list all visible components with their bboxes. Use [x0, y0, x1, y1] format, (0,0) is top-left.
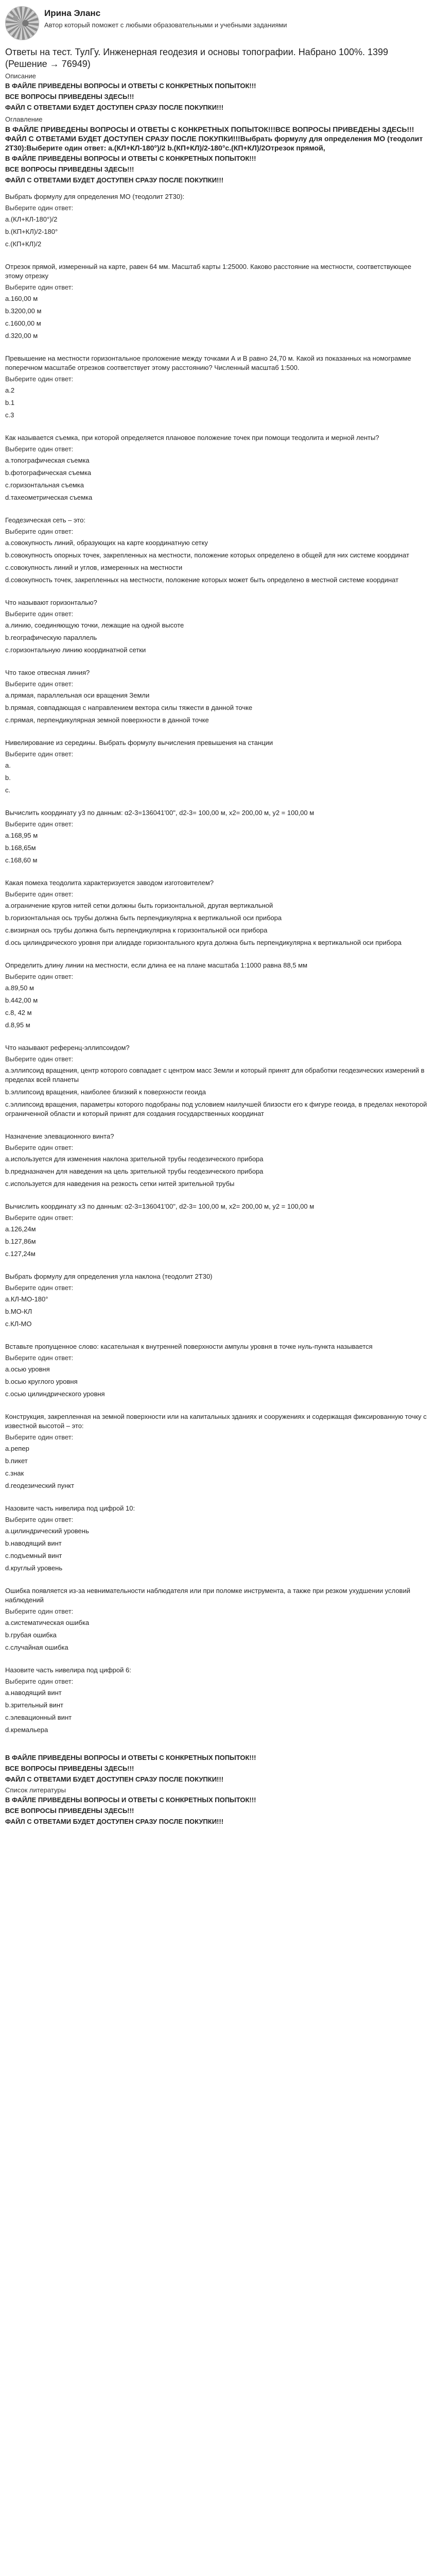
question-text: Геодезическая сеть – это: [5, 516, 85, 524]
author-description: Автор который поможет с любыми образовательными и учебными заданиями [44, 21, 287, 29]
answer-option: c.используется для наведения на резкость сетки нитей зрительной трубы [5, 1180, 235, 1188]
question-text: Вычислить координату y3 по данным: α2-3=136041'00", d2-3= 100,00 м, x2= 200,00 м, y2 = 100,00 м [5, 809, 315, 817]
question-hint: Выберите один ответ: [5, 1677, 74, 1685]
question-block [5, 192, 431, 249]
question-hint: Выберите один ответ: [5, 1144, 74, 1151]
question-block [5, 1342, 431, 1399]
answer-option: d.8,95 м [5, 1021, 30, 1029]
answer-option: a.прямая, параллельная оси вращения Земли [5, 691, 150, 699]
answer-option: c.совокупность линий и углов, измеренных на местности [5, 564, 183, 571]
question-hint: Выберите один ответ: [5, 820, 74, 828]
answer-option: a.89,50 м [5, 984, 34, 992]
answer-option: a.совокупность линий, образующих на карте координатную сетку [5, 539, 208, 547]
question-block [5, 1666, 431, 1735]
question-hint: Выберите один ответ: [5, 375, 74, 383]
question-block [5, 354, 431, 420]
question-block [5, 1202, 431, 1259]
answer-option: c.3 [5, 411, 14, 419]
answer-option: c.случайная ошибка [5, 1643, 68, 1651]
page-title: Ответы на тест. ТулГу. Инженерная геодезия и основы топографии. Набрано 100%. 1399 (Решение → 76949) [5, 47, 389, 69]
question-hint: Выберите один ответ: [5, 1214, 74, 1222]
answer-option: b.168,65м [5, 844, 36, 852]
answer-option: c.прямая, перпендикулярная земной поверхности в данной точке [5, 716, 209, 724]
question-block [5, 1272, 431, 1329]
question-hint: Выберите один ответ: [5, 528, 74, 535]
answer-option: c.эллипсоид вращения, параметры которого подобраны под условием наилучшей близости его к фигуре геоида, в пределах некоторой ограниченной области и который принят для создания государственных координат [5, 1100, 427, 1117]
question-text: Назовите часть нивелира под цифрой 10: [5, 1504, 135, 1512]
answer-option: a.линию, соединяющую точки, лежащие на одной высоте [5, 621, 184, 629]
answer-option: d.тахеометрическая съемка [5, 494, 93, 501]
promo-line-2: ВСЕ ВОПРОСЫ ПРИВЕДЕНЫ ЗДЕСЬ!!! [5, 93, 134, 100]
answer-option: c.знак [5, 1469, 24, 1477]
question-text: Ошибка появляется из-за невнимательности наблюдателя или при поломке инструмента, а также при резком ухудшении условий наблюдений [5, 1587, 410, 1604]
question-block [5, 1586, 431, 1652]
answer-option: a.эллипсоид вращения, центр которого совпадает с центром масс Земли и который принят для обработки геодезических измерений в пределах всей планеты [5, 1066, 425, 1083]
footer-line-2: ВСЕ ВОПРОСЫ ПРИВЕДЕНЫ ЗДЕСЬ!!! [5, 1765, 134, 1772]
answer-option: b.442,00 м [5, 996, 38, 1004]
question-hint: Выберите один ответ: [5, 680, 74, 688]
question-hint: Выберите один ответ: [5, 1516, 74, 1523]
promo-line-3: ФАЙЛ С ОТВЕТАМИ БУДЕТ ДОСТУПЕН СРАЗУ ПОСЛЕ ПОКУПКИ!!! [5, 104, 224, 111]
question-text: Превышение на местности горизонтальное проложение между точками А и В равно 24,70 м. Какой из показанных на номограмме поперечном масштабе отрезков соответствует этому расстоянию? Численный масштаб 1:500. [5, 354, 411, 371]
toc-tail-2: ВСЕ ВОПРОСЫ ПРИВЕДЕНЫ ЗДЕСЬ!!! [5, 165, 134, 173]
author-name[interactable]: Ирина Эланс [44, 8, 101, 18]
answer-option: a.160,00 м [5, 295, 38, 302]
toc-text: В ФАЙЛЕ ПРИВЕДЕНЫ ВОПРОСЫ И ОТВЕТЫ С КОНКРЕТНЫХ ПОПЫТОК!!!ВСЕ ВОПРОСЫ ПРИВЕДЕНЫ ЗДЕСЬ!!!ФАЙЛ С ОТВЕТАМИ БУДЕТ ДОСТУПЕН СРАЗУ ПОСЛЕ ПОКУПКИ!!!Выбрать формулу для определения МО (теодолит 2Т30):Выберите один ответ: a.(КЛ+КЛ-180°)/2 b.(КП+КЛ)/2-180°c.(КП+КЛ)/2Отрезок прямой, [5, 125, 423, 152]
answer-option: a.126,24м [5, 1225, 36, 1233]
question-text: Что называют референц-эллипсоидом? [5, 1044, 130, 1052]
question-block [5, 668, 431, 725]
answer-option: b.наводящий винт [5, 1539, 62, 1547]
question-block [5, 1043, 431, 1118]
toc-tail-1: В ФАЙЛЕ ПРИВЕДЕНЫ ВОПРОСЫ И ОТВЕТЫ С КОНКРЕТНЫХ ПОПЫТОК!!! [5, 155, 256, 162]
question-hint: Выберите один ответ: [5, 445, 74, 453]
answer-option: b.географическую параллель [5, 634, 97, 641]
answer-option: c.КЛ-МО [5, 1320, 32, 1328]
answer-option: a. [5, 761, 11, 769]
answer-option: b.предназначен для наведения на цель зрительной трубы геодезического прибора [5, 1167, 264, 1175]
answer-option: c.осью цилиндрического уровня [5, 1390, 105, 1398]
answer-option: d.320,00 м [5, 332, 38, 340]
question-hint: Выберите один ответ: [5, 890, 74, 898]
answer-option: b.фотографическая съемка [5, 469, 92, 477]
answer-option: c.8, 42 м [5, 1009, 32, 1016]
question-text: Определить длину линии на местности, если длина ее на плане масштаба 1:1000 равна 88,5 мм [5, 961, 308, 969]
answer-option: c.горизонтальная съемка [5, 481, 84, 489]
answer-option: c.подъемный винт [5, 1552, 62, 1560]
footer [5, 1753, 431, 1826]
question-hint: Выберите один ответ: [5, 1284, 74, 1292]
question-block [5, 1132, 431, 1189]
author-card [5, 6, 431, 40]
answer-option: b.3200,00 м [5, 307, 42, 315]
answer-option: d.совокупность точек, закрепленных на местности, положение которых может быть определено в местной системе координат [5, 576, 399, 584]
question-text: Нивелирование из середины. Выбрать формулу вычисления превышения на станции [5, 739, 273, 747]
question-hint: Выберите один ответ: [5, 204, 74, 212]
author-info [44, 6, 287, 30]
answer-option: a.топографическая съемка [5, 456, 90, 464]
question-text: Назовите часть нивелира под цифрой 6: [5, 1666, 131, 1674]
question-hint: Выберите один ответ: [5, 1433, 74, 1441]
question-text: Вычислить координату x3 по данным: α2-3=136041'00", d2-3= 100,00 м, x2= 200,00 м, y2 = 100,00 м [5, 1202, 315, 1210]
question-hint: Выберите один ответ: [5, 283, 74, 291]
answer-option: a.используется для изменения наклона зрительной трубы геодезического прибора [5, 1155, 264, 1163]
answer-option: b.пикет [5, 1457, 28, 1465]
toc-label: Оглавление [5, 115, 43, 123]
answer-option: a.2 [5, 386, 15, 394]
question-text: Выбрать формулу для определения угла наклона (теодолит 2Т30) [5, 1273, 213, 1280]
bibliography-label: Список литературы [5, 1786, 66, 1794]
question-text: Вставьте пропущенное слово: касательная к внутренней поверхности ампулы уровня в точке нуль-пункта называется [5, 1343, 373, 1350]
question-hint: Выберите один ответ: [5, 610, 74, 618]
answer-option: b. [5, 774, 11, 782]
question-hint: Выберите один ответ: [5, 1055, 74, 1063]
answer-option: b.127,86м [5, 1238, 36, 1245]
answer-option: c.(КП+КЛ)/2 [5, 240, 42, 248]
footer-line-6: ФАЙЛ С ОТВЕТАМИ БУДЕТ ДОСТУПЕН СРАЗУ ПОСЛЕ ПОКУПКИ!!! [5, 1818, 224, 1825]
answer-option: b.горизонтальная ось трубы должна быть перпендикулярна к вертикальной оси прибора [5, 914, 282, 922]
question-text: Что называют горизонталью? [5, 599, 97, 606]
toc-tail-3: ФАЙЛ С ОТВЕТАМИ БУДЕТ ДОСТУПЕН СРАЗУ ПОСЛЕ ПОКУПКИ!!! [5, 176, 224, 184]
answer-option: d.круглый уровень [5, 1564, 63, 1572]
answer-option: d.кремальера [5, 1726, 48, 1734]
promo-line-1: В ФАЙЛЕ ПРИВЕДЕНЫ ВОПРОСЫ И ОТВЕТЫ С КОНКРЕТНЫХ ПОПЫТОК!!! [5, 82, 256, 90]
answer-option: b.совокупность опорных точек, закрепленных на местности, положение которых определено в общей для них системе координат [5, 551, 409, 559]
footer-line-1: В ФАЙЛЕ ПРИВЕДЕНЫ ВОПРОСЫ И ОТВЕТЫ С КОНКРЕТНЫХ ПОПЫТОК!!! [5, 1754, 256, 1761]
answer-option: a.ограничение кругов нитей сетки должны быть горизонтальной, другая вертикальной [5, 902, 273, 909]
answer-option: b.(КП+КЛ)/2-180° [5, 228, 58, 235]
question-text: Отрезок прямой, измеренный на карте, равен 64 мм. Масштаб карты 1:25000. Каково расстояние на местности, соответствующее этому отрезку [5, 263, 411, 280]
answer-option: c.горизонтальную линию координатной сетки [5, 646, 146, 654]
answer-option: a.репер [5, 1445, 29, 1452]
answer-option: b.эллипсоид вращения, наиболее близкий к поверхности геоида [5, 1088, 206, 1096]
question-hint: Выберите один ответ: [5, 1607, 74, 1615]
answer-option: a.КЛ-МО-180° [5, 1295, 48, 1303]
question-block [5, 598, 431, 655]
answer-option: c.элевационный винт [5, 1714, 72, 1721]
question-text: Конструкция, закрепленная на земной поверхности или на капитальных зданиях и сооружениях и содержащая фиксированную точку с известной высотой – это: [5, 1413, 427, 1430]
answer-option: b.прямая, совпадающая с направлением вектора силы тяжести в данной точке [5, 704, 253, 711]
question-text: Что такое отвесная линия? [5, 669, 90, 676]
avatar[interactable] [5, 6, 39, 40]
question-text: Назначение элевационного винта? [5, 1132, 114, 1140]
footer-line-4: В ФАЙЛЕ ПРИВЕДЕНЫ ВОПРОСЫ И ОТВЕТЫ С КОНКРЕТНЫХ ПОПЫТОК!!! [5, 1796, 256, 1804]
answer-option: b.грубая ошибка [5, 1631, 57, 1639]
question-block [5, 738, 431, 795]
answer-option: c.127,24м [5, 1250, 36, 1258]
questions-list [5, 192, 431, 1735]
question-block [5, 1412, 431, 1490]
answer-option: a.систематическая ошибка [5, 1619, 90, 1626]
answer-option: d.ось цилиндрического уровня при алидаде горизонтального круга должна быть перпендикулярна к вертикальной оси прибора [5, 939, 402, 946]
question-block [5, 878, 431, 947]
answer-option: c. [5, 786, 11, 794]
answer-option: c.визирная ось трубы должна быть перпендикулярна к горизонтальной оси прибора [5, 926, 268, 934]
question-hint: Выберите один ответ: [5, 1354, 74, 1362]
answer-option: b.зрительный винт [5, 1701, 63, 1709]
question-text: Какая помеха теодолита характеризуется заводом изготовителем? [5, 879, 214, 887]
question-text: Как называется съемка, при которой определяется плановое положение точек при помощи теодолита и мерной ленты? [5, 434, 379, 442]
question-text: Выбрать формулу для определения МО (теодолит 2Т30): [5, 193, 185, 200]
question-block [5, 961, 431, 1030]
answer-option: c.1600,00 м [5, 319, 41, 327]
answer-option: a.осью уровня [5, 1365, 50, 1373]
answer-option: a.168,95 м [5, 832, 38, 839]
question-hint: Выберите один ответ: [5, 750, 74, 758]
answer-option: a.наводящий винт [5, 1689, 62, 1697]
footer-line-5: ВСЕ ВОПРОСЫ ПРИВЕДЕНЫ ЗДЕСЬ!!! [5, 1807, 134, 1815]
question-hint: Выберите один ответ: [5, 973, 74, 980]
footer-line-3: ФАЙЛ С ОТВЕТАМИ БУДЕТ ДОСТУПЕН СРАЗУ ПОСЛЕ ПОКУПКИ!!! [5, 1775, 224, 1783]
answer-option: b.МО-КЛ [5, 1308, 32, 1315]
answer-option: b.1 [5, 399, 15, 406]
answer-option: c.168,60 м [5, 856, 38, 864]
question-block [5, 262, 431, 341]
answer-option: a.цилиндрический уровень [5, 1527, 89, 1535]
description-label: Описание [5, 72, 36, 80]
question-block [5, 433, 431, 502]
question-block [5, 808, 431, 865]
answer-option: a.(КЛ+КЛ-180°)/2 [5, 215, 58, 223]
answer-option: d.геодезический пункт [5, 1482, 75, 1489]
answer-option: b.осью круглого уровня [5, 1378, 78, 1385]
question-block [5, 516, 431, 585]
question-block [5, 1504, 431, 1573]
